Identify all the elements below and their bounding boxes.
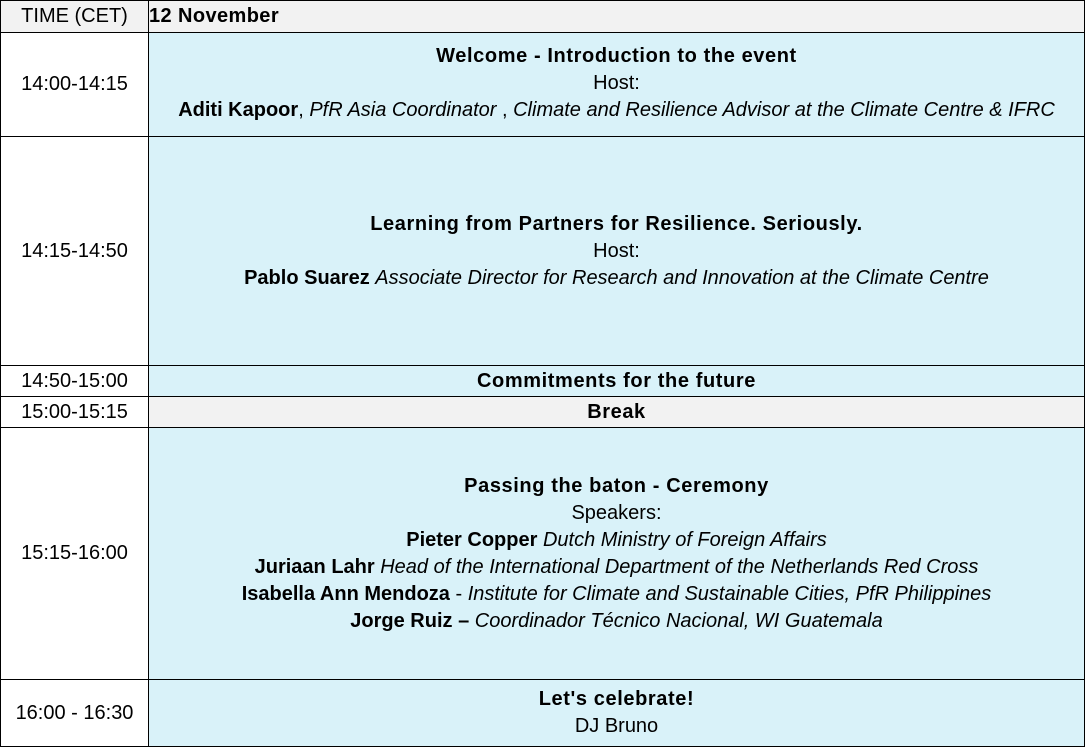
person-name: Isabella Ann Mendoza bbox=[241, 582, 450, 605]
person-line bbox=[149, 581, 1084, 608]
agenda-row bbox=[1, 680, 1085, 747]
session-title: Learning from Partners for Resilience. Seriously. bbox=[370, 212, 863, 235]
session-cell bbox=[149, 428, 1085, 680]
agenda-row bbox=[1, 366, 1085, 397]
person-role: Associate Director for Research and Innovation at the Climate Centre bbox=[375, 266, 989, 289]
person-name: Pieter Copper bbox=[406, 528, 538, 551]
session-title: Break bbox=[587, 400, 646, 423]
session-time: 15:00-15:15 bbox=[1, 397, 149, 428]
session-title: Let's celebrate! bbox=[538, 688, 695, 710]
header-row bbox=[1, 1, 1085, 33]
agenda-row bbox=[1, 428, 1085, 680]
person-role: Coordinador Técnico Nacional, WI Guatemala bbox=[474, 609, 883, 632]
agenda-row bbox=[1, 137, 1085, 366]
person-line bbox=[149, 265, 1084, 292]
person-role: Institute for Climate and Sustainable Cities, PfR Philippines bbox=[467, 582, 992, 605]
person-line bbox=[149, 527, 1084, 554]
person-role: Dutch Ministry of Foreign Affairs bbox=[542, 528, 827, 551]
performer-label: DJ Bruno bbox=[574, 715, 659, 737]
person-role: Head of the International Department of the Netherlands Red Cross bbox=[380, 555, 979, 578]
session-cell bbox=[149, 397, 1085, 428]
session-cell bbox=[149, 137, 1085, 366]
person-name: Aditi Kapoor bbox=[178, 99, 299, 121]
session-time: 14:15-14:50 bbox=[1, 137, 149, 366]
person-name: Juriaan Lahr bbox=[254, 555, 375, 578]
separator: - bbox=[449, 582, 468, 605]
session-time: 14:00-14:15 bbox=[1, 33, 149, 137]
host-label: Host: bbox=[593, 72, 640, 94]
agenda-row bbox=[1, 33, 1085, 137]
person-line bbox=[149, 97, 1084, 124]
separator: – bbox=[452, 609, 475, 632]
date-header: 12 November bbox=[149, 1, 1085, 33]
separator: , bbox=[496, 99, 514, 121]
session-time: 14:50-15:00 bbox=[1, 366, 149, 397]
person-role: Climate and Resilience Advisor at the Climate Centre & IFRC bbox=[513, 99, 1055, 121]
person-role: PfR Asia Coordinator bbox=[309, 99, 497, 121]
person-line bbox=[149, 608, 1084, 635]
time-column-header: TIME (CET) bbox=[1, 1, 149, 33]
session-title: Passing the baton - Ceremony bbox=[464, 474, 769, 497]
person-name: Jorge Ruiz bbox=[350, 609, 453, 632]
speakers-label: Speakers: bbox=[571, 501, 662, 524]
agenda-row bbox=[1, 397, 1085, 428]
session-title: Commitments for the future bbox=[477, 369, 756, 392]
separator: , bbox=[298, 99, 310, 121]
person-line bbox=[149, 554, 1084, 581]
session-cell bbox=[149, 33, 1085, 137]
session-title: Welcome - Introduction to the event bbox=[436, 45, 797, 67]
session-time: 15:15-16:00 bbox=[1, 428, 149, 680]
host-label: Host: bbox=[593, 239, 640, 262]
person-name: Pablo Suarez bbox=[244, 266, 370, 289]
session-time: 16:00 - 16:30 bbox=[1, 680, 149, 747]
session-cell bbox=[149, 366, 1085, 397]
session-cell bbox=[149, 680, 1085, 747]
